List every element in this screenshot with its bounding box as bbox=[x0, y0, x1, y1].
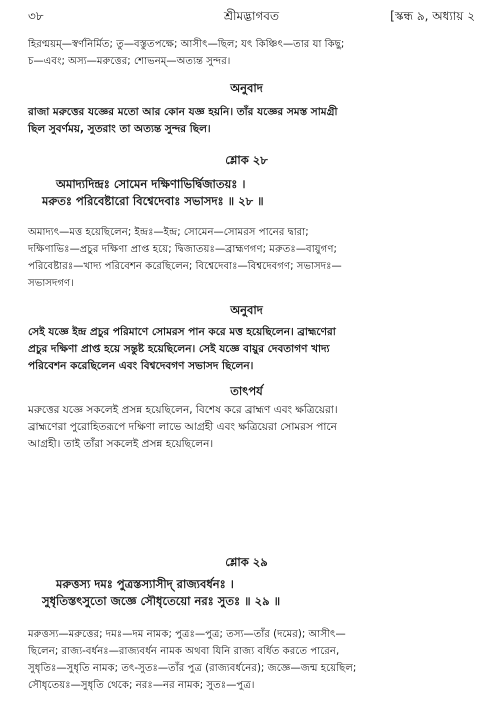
verse-line-1: অমাদ্যদিন্দ্রঃ সোমেন দক্ষিণাভির্দ্বিজাতয়ঃ । bbox=[56, 177, 246, 191]
translation-heading: অনুবাদ bbox=[230, 81, 263, 95]
translation-line: ছিল সুবর্ণময়, সুতরাং তা অত্যন্ত সুন্দর ছিল। bbox=[28, 123, 211, 135]
synonym-line: অমাদ্যৎ—মত্ত হয়েছিলেন; ইন্দ্রঃ—ইন্দ্র; সোমেন—সোমরস পানের দ্বারা; bbox=[28, 227, 309, 238]
purport-heading: তাৎপর্য bbox=[230, 384, 263, 398]
purport-line: মরুত্তের যজ্ঞে সকলেই প্রসন্ন হয়েছিলেন, বিশেষ করে ব্রাহ্মণ এবং ক্ষত্রিয়েরা। bbox=[28, 404, 338, 416]
synonym-line: ছিলেন; রাজ্য-বর্ধনঃ—রাজ্যবর্ধন নামক অথবা যিনি রাজ্য বর্ধিত করতে পারেন, bbox=[28, 646, 340, 657]
synonym-line: সভাসদগণ। bbox=[28, 278, 74, 289]
book-title: শ্রীমদ্ভাগবত bbox=[223, 9, 279, 23]
purport-text bbox=[28, 402, 475, 453]
synonym-line: মরুত্তস্য—মরুত্তের; দমঃ—দম নামক; পুত্রঃ—পুত্র; তস্য—তাঁর (দমের); আসীৎ— bbox=[28, 629, 346, 640]
synonym-line: চ—এবং; অস্য—মরুত্তের; শোভনম্—অত্যন্ত সুন্দর। bbox=[28, 56, 231, 67]
verse-line-2: মরুতঃ পরিবেষ্টারো বিশ্বেদেবাঃ সভাসদঃ ॥ ২৮ ॥ bbox=[42, 194, 264, 208]
verse-line-2: সুধৃতিস্তৎসুতো জজ্ঞে সৌধৃতেয়ো নরঃ সুতঃ ॥ ২৯ ॥ bbox=[42, 594, 281, 608]
synonym-line: সৌধৃতেয়ঃ—সুধৃতি থেকে; নরঃ—নর নামক; সুতঃ—পুত্র। bbox=[28, 680, 255, 691]
translation-line: প্রচুর দক্ষিণা প্রাপ্ত হয়ে সন্তুষ্ট হয়েছিলেন। সেই যজ্ঞে বায়ুর দেবতাগণ খাদ্য bbox=[28, 343, 330, 355]
page-number: ৩৮ bbox=[28, 9, 44, 23]
verse-line-1: মরুত্তস্য দমঃ পুত্রস্তস্যাসীদ্ রাজ্যবর্ধনঃ । bbox=[56, 577, 234, 591]
page-header bbox=[28, 8, 475, 30]
synonym-line: দক্ষিণাভিঃ—প্রচুর দক্ষিণা প্রাপ্ত হয়ে; দ্বিজাতয়ঃ—ব্রাহ্মণগণ; মরুতঃ—বায়ুগণ; bbox=[28, 244, 337, 255]
translation-28-text bbox=[28, 324, 475, 375]
translation-line: সেই যজ্ঞে ইন্দ্র প্রচুর পরিমাণে সোমরস পান করে মত্ত হয়েছিলেন। ব্রাহ্মণেরা bbox=[28, 326, 336, 338]
translation-text bbox=[28, 104, 475, 138]
synonym-line: পরিবেষ্টারঃ—খাদ্য পরিবেশন করেছিলেন; বিশ্বেদেবাঃ—বিশ্বদেবগণ; সভাসদঃ— bbox=[28, 261, 342, 272]
sloka-28-heading: শ্লোক ২৮ bbox=[225, 153, 268, 167]
synonyms-top bbox=[28, 36, 475, 70]
chapter-reference: [স্কন্ধ ৯, অধ্যায় ২ bbox=[390, 9, 475, 23]
sloka-28-verse bbox=[28, 176, 475, 210]
sloka-29-heading: শ্লোক ২৯ bbox=[225, 555, 268, 569]
translation-line: পরিবেশন করেছিলেন এবং বিশ্বদেবগণ সভাসদ ছিলেন। bbox=[28, 360, 254, 372]
synonym-line: হিরণ্ময়ম্—স্বর্ণনির্মিত; তু—বস্তুতপক্ষে; আসীৎ—ছিল; যৎ কিঞ্চিৎ—তার যা কিছু; bbox=[28, 39, 345, 50]
synonyms-28 bbox=[28, 224, 475, 292]
translation-28-heading: অনুবাদ bbox=[230, 303, 263, 317]
sloka-29-verse bbox=[28, 576, 475, 610]
translation-line: রাজা মরুত্তের যজ্ঞের মতো আর কোন যজ্ঞ হয়নি। তাঁর যজ্ঞের সমস্ত সামগ্রী bbox=[28, 106, 338, 118]
synonyms-29 bbox=[28, 626, 475, 694]
purport-line: ব্রাহ্মণেরা পুরোহিতরূপে দক্ষিণা লাভে আগ্রহী এবং ক্ষত্রিয়েরা সোমরস পানে bbox=[28, 421, 337, 433]
purport-line: আগ্রহী। তাই তাঁরা সকলেই প্রসন্ন হয়েছিলেন। bbox=[28, 438, 214, 450]
synonym-line: সুধৃতিঃ—সুধৃতি নামক; তৎ-সুতঃ—তাঁর পুত্র (রাজ্যবর্ধনের); জজ্ঞে—জন্ম হয়েছিল; bbox=[28, 663, 357, 674]
